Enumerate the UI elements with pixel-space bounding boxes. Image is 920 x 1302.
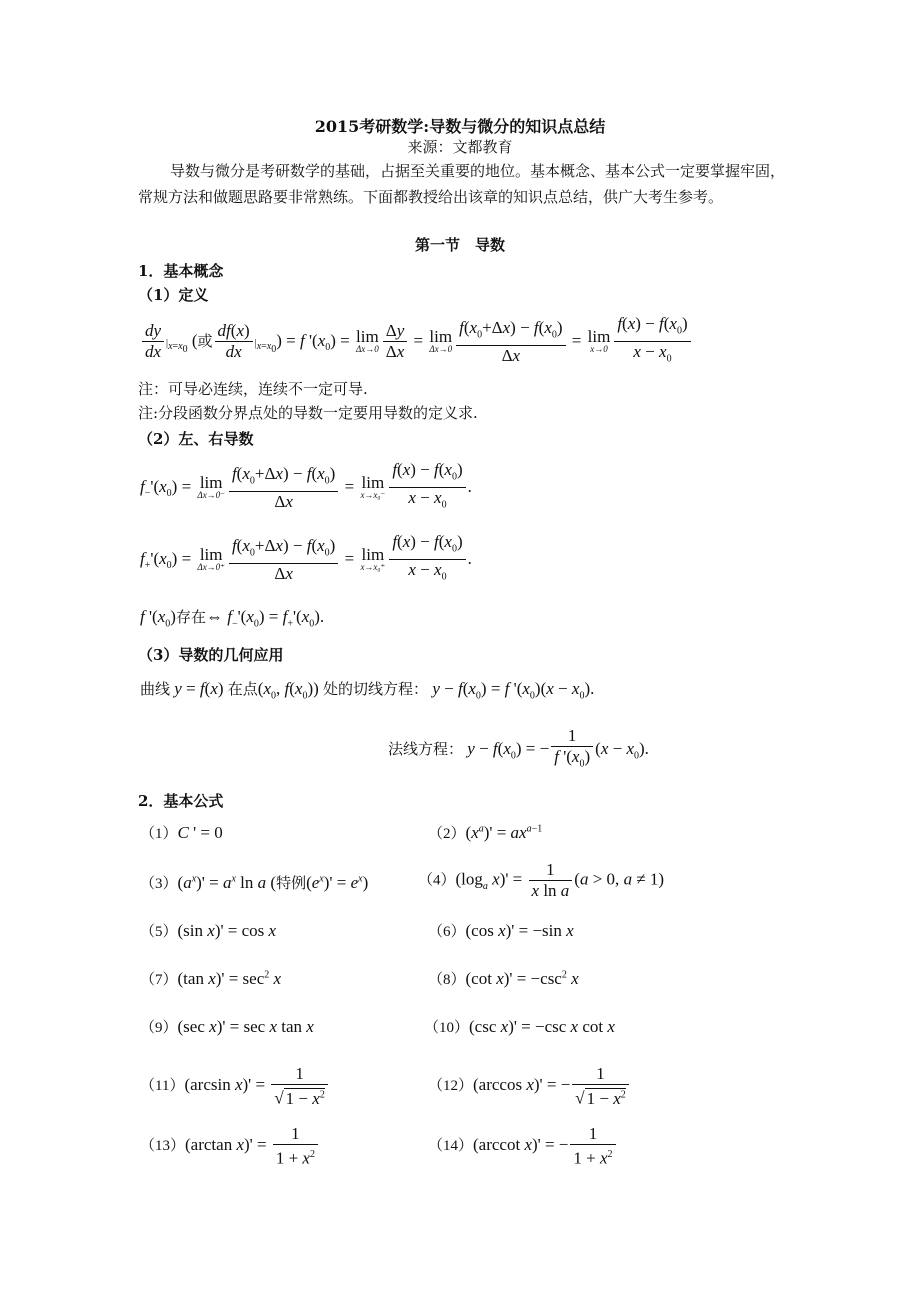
formula-normal-line: 法线方程： $y - f(x_0)$ = − $\frac{1}{f '(x_0)}$ $(x - x_0)$. <box>388 726 649 770</box>
formula-14: （14）(arccot x)' = − $\frac{1}{1 + x^2}$ <box>428 1124 618 1169</box>
note-piecewise: 注:分段函数分界点处的导数一定要用导数的定义求. <box>138 404 478 422</box>
heading-definition: （1）定义 <box>138 286 209 304</box>
formula-7: （7）(tan $x)' = \sec^2 x$ <box>140 969 282 988</box>
formula-11: （11）(arcsin x)' = $\frac{1}{√ 1 - x^2}$ <box>140 1064 330 1109</box>
formula-8: （8）(cot $x)' = -\csc^2$ x <box>428 969 579 988</box>
formula-12: （12）(arccos x)' = − $\frac{1}{√ 1 - x^2}$ <box>428 1064 631 1109</box>
formula-3: $(3)(a^x)' = a^x$ ln a (特例$(e^x)' = e^x$) <box>140 873 369 892</box>
formula-10: （10）(csc x)' = −csc x cot x <box>424 1017 615 1036</box>
formula-definition: $\frac{dy}{dx}$ $|_{x=x_0}$ (或 $\frac{df(x)}{dx}$ $|_{x=x_0}) = f$ '$(x_0) = \lim$ Δx→0 $\frac{\Delta y}{\Delta x}$ = lim Δx→0 $\frac{f(x_0+\Delta x) - f(x_0)}{\Delta x}$ = lim x→0 $\frac{f(x) - f(x_0)}{x - x_0}$ <box>140 314 693 370</box>
formula-left-derivative: $f_-'(x_0) = \lim$ Δx→0⁻ $\frac{f(x_0+\Delta x) - f(x_0)}{\Delta x}$ = lim x→x₀⁻ $\frac{f(x) - f(x_0)}{x - x_0}$ . <box>140 460 472 512</box>
formula-5: （5）(sin x)' = cos x <box>140 921 277 940</box>
formula-right-derivative: $f_+'(x_0) = \lim$ Δx→0⁺ $\frac{f(x_0+\Delta x) - f(x_0)}{\Delta x}$ = lim x→x₀⁺ $\frac{f(x) - f(x_0)}{x - x_0}$ . <box>140 532 472 584</box>
formula-13: （13）(arctan x)' = $\frac{1}{1 + x^2}$ <box>140 1124 320 1169</box>
formula-tangent-line: 曲线 y = f(x) 在点($x_0$, $f(x_0)$) 处的切线方程： $y - f(x_0) = f$ '$(x_0)(x - x_0)$. <box>140 679 595 702</box>
page-title: 2015考研数学:导数与微分的知识点总结 <box>314 117 606 136</box>
formula-9: （9）(sec x)' = sec x tan x <box>140 1017 314 1036</box>
formula-exists: f '$(x_0)$存在⇔ $f_-'(x_0) = f_+'(x_0)$. <box>140 607 325 630</box>
intro-paragraph: 导数与微分是考研数学的基础，占据至关重要的地位。基本概念、基本公式一定要掌握牢固，常规方法和做题思路要非常熟练。下面都教授给出该章的知识点总结，供广大考生参考。 <box>138 162 786 206</box>
heading-basic-formulas: 2．基本公式 <box>138 792 224 810</box>
formula-4: $(4)(\log_a$ x)' = $\frac{1}{\text{x ln a}}$ (a > 0, a ≠ 1) <box>418 860 665 900</box>
note-continuity: 注：可导必连续，连续不一定可导. <box>138 380 368 398</box>
formula-1: （1）C ' = 0 <box>140 823 223 842</box>
heading-left-right-derivative: （2）左、右导数 <box>138 430 254 448</box>
formula-6: （6）(cos x)' = −sin x <box>428 921 574 940</box>
section-title: 第一节 导数 <box>414 236 505 254</box>
source-line: 来源：文都教育 <box>407 138 513 156</box>
label-or: 或 <box>197 333 213 350</box>
heading-basic-concepts: 1．基本概念 <box>138 262 224 280</box>
formula-2: $(2)(x^a)' = ax^{a-1}$ <box>428 823 543 842</box>
heading-geometric-application: （3）导数的几何应用 <box>138 646 284 664</box>
